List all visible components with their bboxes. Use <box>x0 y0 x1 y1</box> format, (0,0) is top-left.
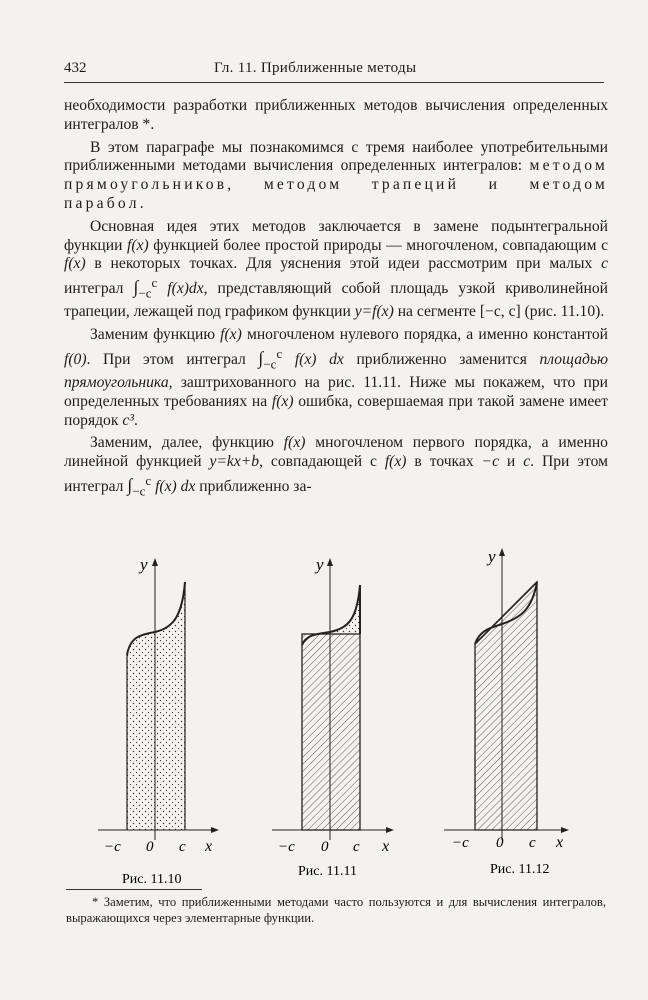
fig3-tick-c: c <box>529 835 536 851</box>
fig2-y-label: y <box>316 555 324 574</box>
fig1-tick-zero: 0 <box>146 839 154 855</box>
integral-sign: ∫ <box>258 348 264 369</box>
body-text <box>64 97 608 505</box>
figure-11-10 <box>98 555 215 885</box>
fig3-x-label: x <box>556 834 564 851</box>
running-head: Гл. 11. Приближенные методы <box>214 60 417 76</box>
paragraph-1: В этом параграфе мы познакомимся с тремя наиболее употребительными приближенными методами вычисления определенных интегралов: методом прямоугольников, методом трапеций и методом парабол. <box>64 138 608 212</box>
footnote: * Заметим, что приближенными методами часто пользуются и для вычисления интегралов, выражающихся через элементарные функции. <box>66 895 606 925</box>
fig1-caption: Рис. 11.10 <box>122 872 182 885</box>
fig2-caption: Рис. 11.11 <box>298 864 357 879</box>
fig2-tick-zero: 0 <box>321 839 329 855</box>
fig2-x-label: x <box>382 838 390 855</box>
page-header <box>64 58 604 83</box>
fig1-x-label: x <box>205 838 213 855</box>
paragraph-4: Заменим, далее, функцию f(x) многочленом первого порядка, а именно линейной функцией y=kx+b, совпадающей с f(x) в точках −c и c. При этом интеграл $\int_{-c}^c$ f(x) dx приближенно за- <box>64 434 608 499</box>
paragraph-2: Основная идея этих методов заключается в замене подынтегральной функции f(x) функцией более простой природы — многочленом, совпадающим с f(x) в некоторых точках. Для уяснения этой идеи рассмотрим при малых c интеграл $\int_{-c}^c$ f(x)dx, представляющий собой площадь узкой криволинейной трапеции, лежащей под графиком функции y=f(x) на сегменте [−c, c] (рис. 11.10). <box>64 217 609 321</box>
footnote-rule <box>66 889 202 890</box>
integral-sign: ∫ <box>133 277 139 298</box>
figure-11-12 <box>444 547 565 877</box>
fig3-y-label: y <box>488 547 496 566</box>
figure-11-11 <box>272 555 390 879</box>
fig3-tick-zero: 0 <box>496 835 504 851</box>
integral-sign: ∫ <box>127 475 133 496</box>
fig2-tick-c: c <box>353 839 360 855</box>
paragraph-0: необходимости разработки приближенных методов вычисления определенных интегралов *. <box>64 97 608 133</box>
fig3-tick-minus-c: −c <box>452 835 469 851</box>
fig3-caption: Рис. 11.12 <box>490 862 550 877</box>
paragraph-3: Заменим функцию f(x) многочленом нулевого порядка, а именно константой f(0). При этом интеграл $\int_{-c}^c$ f(x) dx приближенно заменится площадью прямоугольника, заштрихованного на рис. 11.11. Ниже мы покажем, что при определенных требованиях на f(x) ошибка, совершаемая при такой замене имеет порядок c³. <box>64 326 609 429</box>
fig1-y-label: y <box>140 555 148 574</box>
fig2-tick-minus-c: −c <box>278 839 295 855</box>
fig1-tick-minus-c: −c <box>104 839 121 855</box>
fig3-trapezoid <box>475 582 537 830</box>
fig1-tick-c: c <box>179 839 186 855</box>
figures-row <box>60 540 600 885</box>
figures-svg <box>60 540 600 885</box>
page-number: 432 <box>64 60 87 76</box>
fig2-rectangle <box>302 634 360 830</box>
